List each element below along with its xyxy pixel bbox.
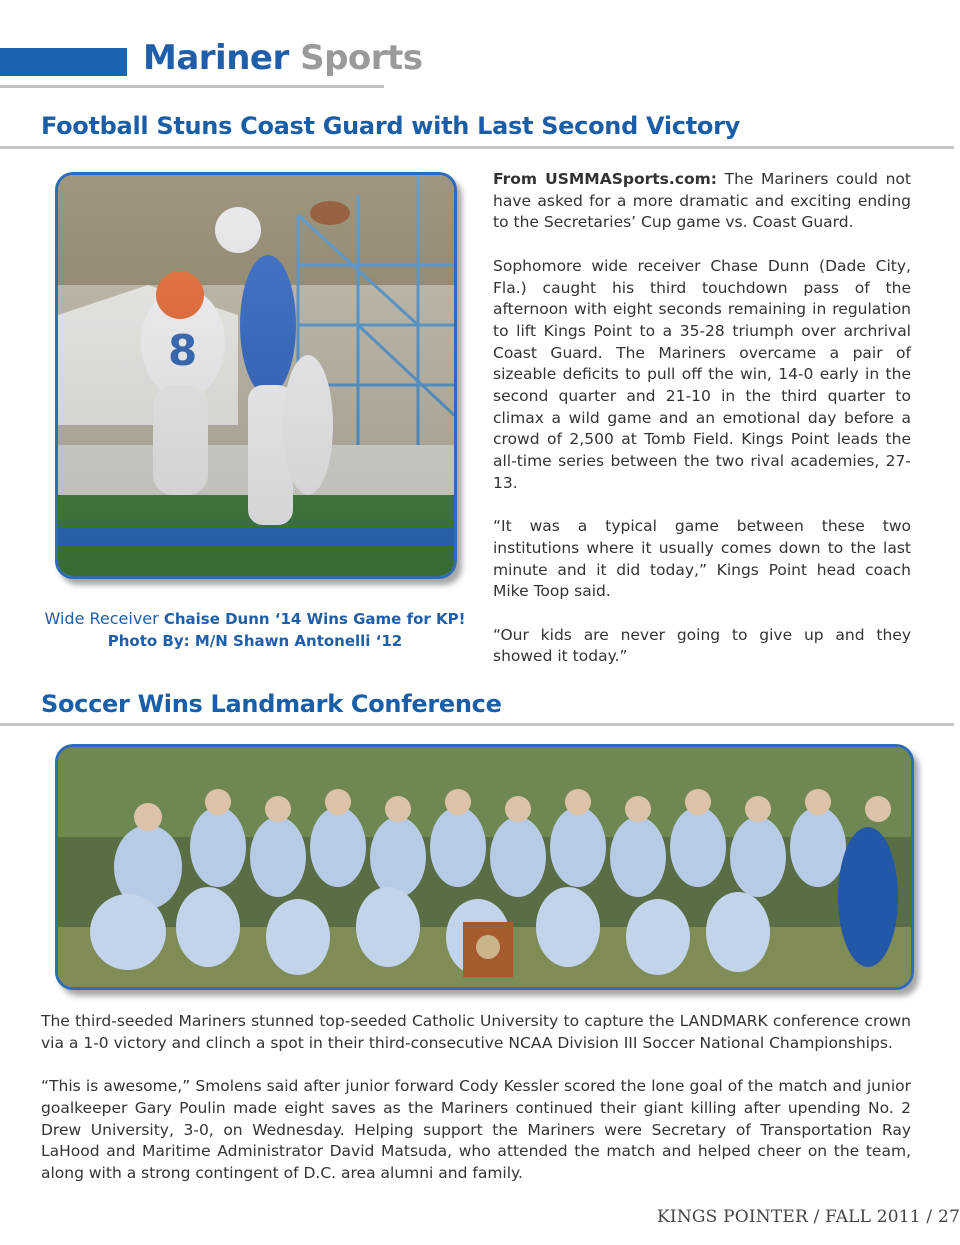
masthead-word-sports: Sports: [300, 38, 423, 78]
soccer-paragraph-1: The third-seeded Mariners stunned top-seeded Catholic University to capture the LANDMARK conference crown via a 1-0 victory and clinch a spot in their third-consecutive NCAA Division III Soccer National Championships.: [41, 1012, 911, 1052]
article-source: From USMMASports.com:: [493, 170, 717, 188]
football-article: [493, 169, 911, 690]
football-paragraph-1: [493, 169, 911, 234]
soccer-paragraph-2: “This is awesome,” Smolens said after junior forward Cody Kessler scored the lone goal of the match and junior goalkeeper Gary Poulin made eight saves as the Mariners continued their giant killing after upending No. 2 Drew University, 3-0, on Wednesday. Helping support the Mariners were Secretary of Transportation Ray LaHood and Maritime Administrator David Matsuda, who attended the match and helped cheer on the team, along with a strong contingent of D.C. area alumni and family.: [41, 1077, 911, 1182]
football-photo: [55, 172, 457, 579]
football-divider: [0, 146, 954, 149]
svg-text:8: 8: [168, 326, 198, 375]
caption-player: Chaise Dunn ‘14 Wins Game for KP!: [163, 610, 466, 628]
soccer-divider: [0, 723, 954, 726]
soccer-photo-image: [58, 747, 911, 987]
page-footer: KINGS POINTER / FALL 2011 / 27: [657, 1207, 960, 1227]
masthead-rule: [0, 85, 384, 88]
soccer-article: [41, 1011, 911, 1206]
football-paragraph-1-text: The Mariners could not have asked for a more dramatic and exciting ending to the Secretaries’ Cup game vs. Coast Guard.: [493, 170, 911, 232]
football-photo-image: [58, 175, 454, 576]
soccer-headline: Soccer Wins Landmark Conference: [41, 690, 502, 718]
football-photo-caption: [40, 608, 470, 652]
football-paragraph-3: “It was a typical game between these two institutions where it usually comes down to the last minute and it did today,” Kings Point head coach Mike Toop said.: [493, 517, 911, 601]
caption-lead: Wide Receiver: [44, 609, 164, 628]
football-paragraph-4: “Our kids are never going to give up and they showed it today.”: [493, 625, 911, 666]
masthead-title: [143, 38, 423, 78]
soccer-photo: [55, 744, 914, 990]
football-paragraph-2: Sophomore wide receiver Chase Dunn (Dade City, Fla.) caught his third touchdown pass of the afternoon with eight seconds remaining in regulation to lift Kings Point to a 35-28 triumph over archrival Coast Guard. The Mariners overcame a pair of sizeable deficits to pull off the win, 14-0 early in the second quarter and 21-10 in the third quarter to climax a wild game and an emotional day before a crowd of 2,500 at Tomb Field. Kings Point leads the all-time series between the two rival academies, 27-13.: [493, 256, 911, 492]
football-headline: Football Stuns Coast Guard with Last Second Victory: [41, 112, 740, 140]
masthead-word-mariner: Mariner: [143, 38, 289, 78]
masthead-bar: [0, 48, 127, 76]
caption-credit: Photo By: M/N Shawn Antonelli ‘12: [107, 632, 403, 650]
